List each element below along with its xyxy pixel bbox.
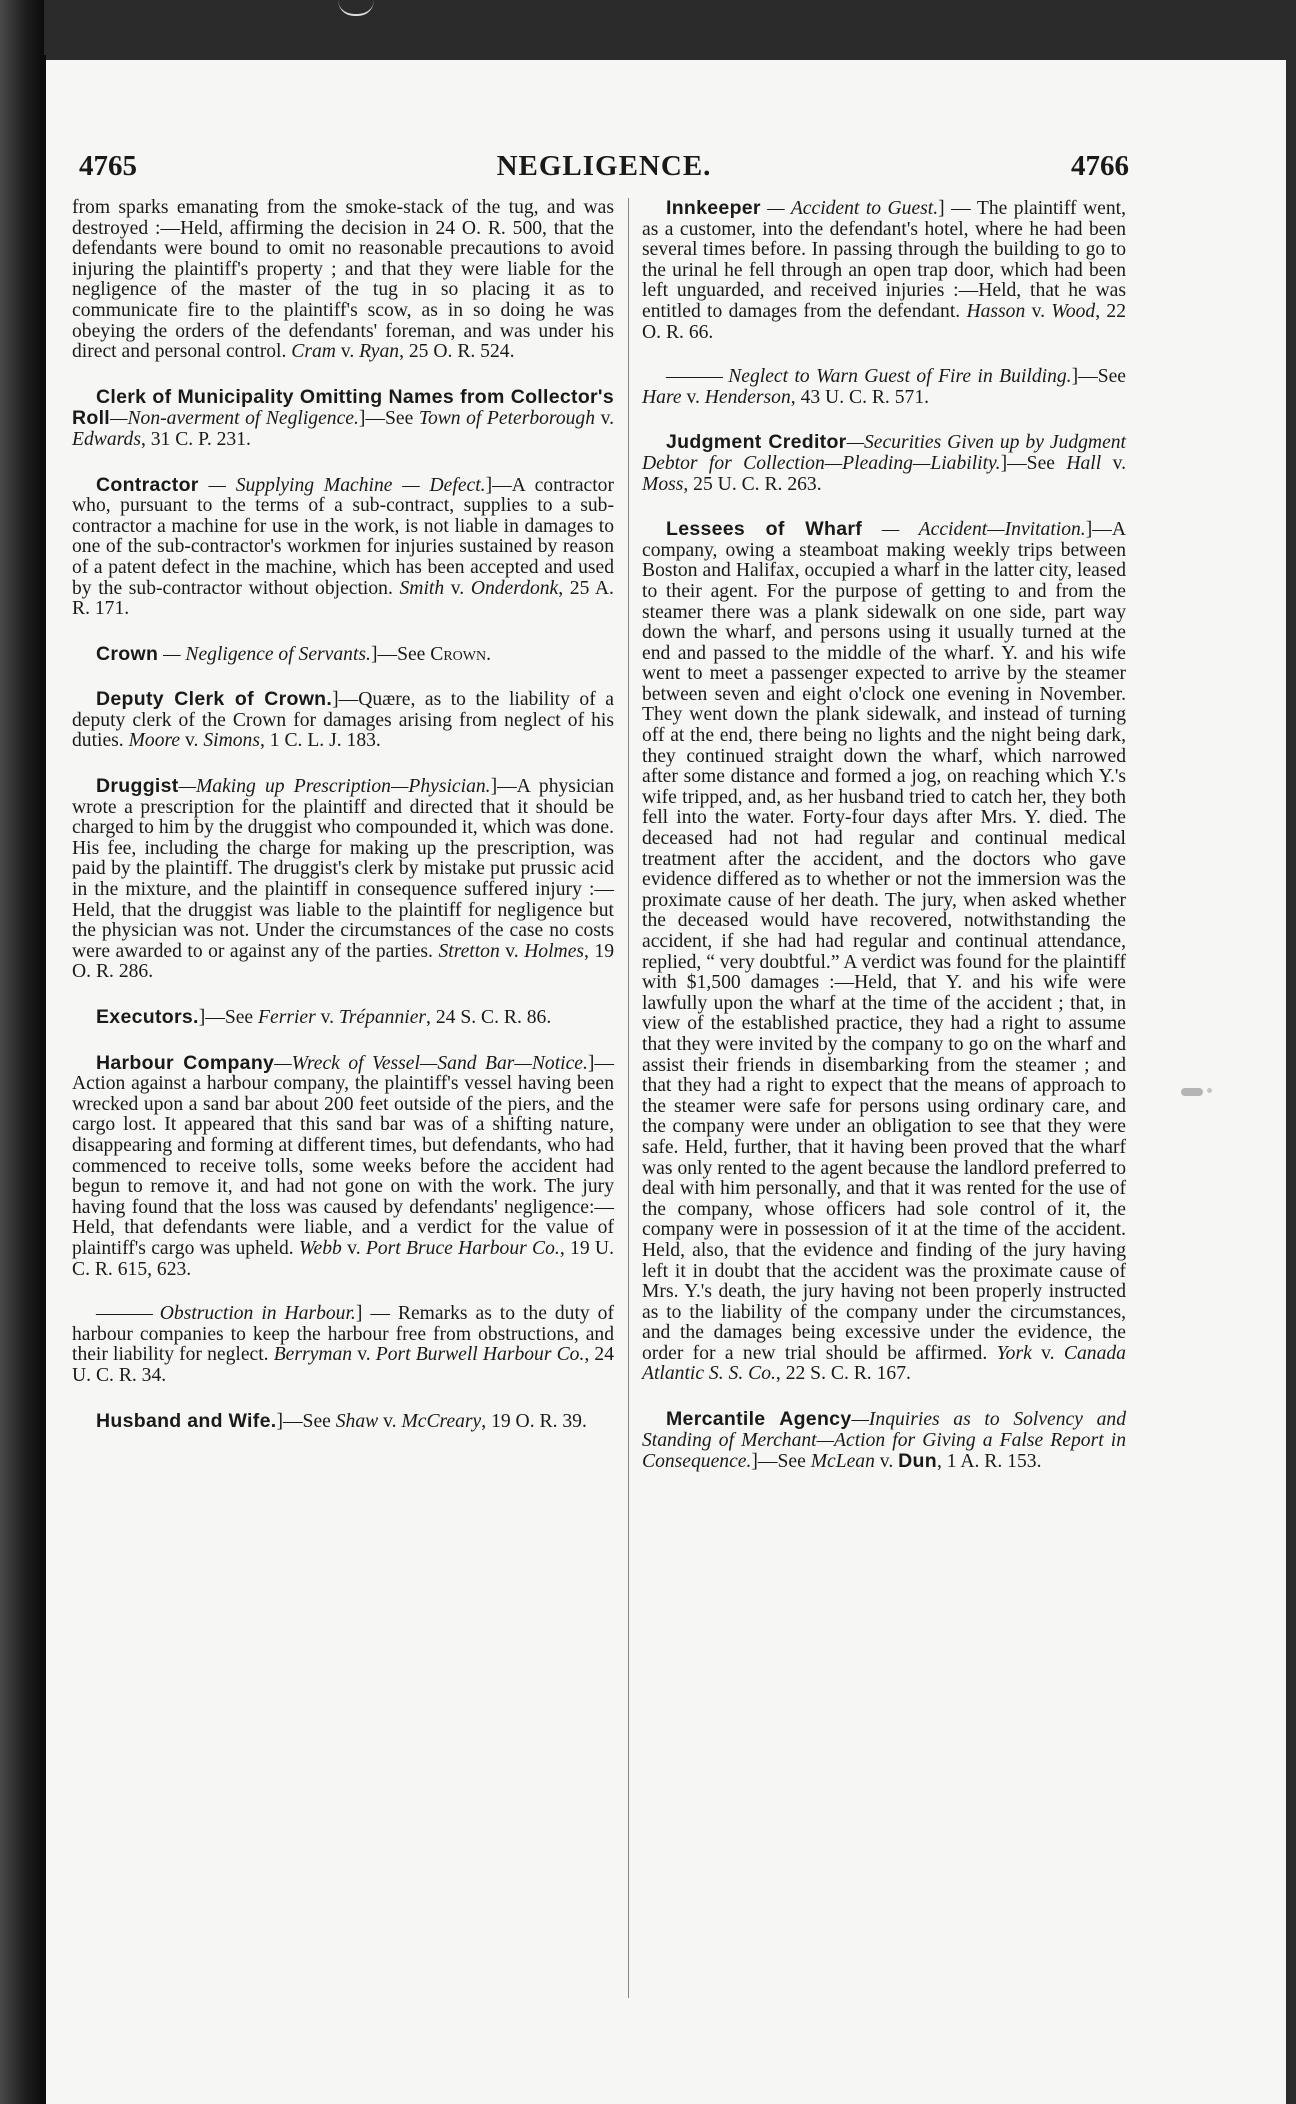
entry-headword: Innkeeper (666, 197, 761, 219)
column-rule (628, 198, 629, 1998)
digest-entry-contractor: Contractor — Supplying Machine — Defect.]—A contractor who, pursuant to the terms of a sub-contract, supplies to a sub-contractor a machine for use in the work, is not liable in damages to one of the sub-contractor's workmen for injuries sustained by reason of a patent defect in the machine, which has been accepted and used by the sub-contractor without objection. Smith v. Onderdonk, 25 A. R. 171. (72, 473, 614, 620)
entry-headword: Mercantile Agency (666, 1408, 852, 1431)
digest-entry-mercantile-agency: Mercantile Agency—Inquiries as to Solvency and Standing of Merchant—Action for Giving a False Report in Consequence.]—See McLean v. Dun, 1 A. R. 153. (642, 1408, 1126, 1473)
page-number-left: 4765 (79, 150, 137, 182)
digest-entry-husband-wife: Husband and Wife.]—See Shaw v. McCreary, 19 O. R. 39. (96, 1409, 587, 1432)
digest-entry-continued: from sparks emanating from the smoke-stack of the tug, and was destroyed :—Held, affirming the decision in 24 O. R. 500, that the defendants were bound to omit no reasonable precautions to avoid injuring the plaintiff's property ; and that they were liable for the negligence of the master of the tug in so placing it as to communicate fire to the plaintiff's scow, as in so doing he was obeying the orders of the defendants' foreman, and was under his direct and personal control. Cram v. Ryan, 25 O. R. 524. (72, 197, 614, 363)
digest-entry-executors: Executors.]—See Ferrier v. Trépannier, 24 S. C. R. 86. (96, 1006, 552, 1028)
entry-headword: Druggist (96, 775, 179, 798)
entry-headword: Lessees of Wharf (666, 518, 863, 541)
entry-headword: Judgment Creditor (666, 431, 847, 454)
digest-subentry-neglect-to-warn: ——— Neglect to Warn Guest of Fire in Building.]—See Hare v. Henderson, 43 U. C. R. 571. (642, 366, 1126, 408)
page-number-right: 4766 (1071, 150, 1129, 182)
entry-headword: Husband and Wife. (96, 1409, 277, 1432)
digest-entry-deputy-clerk: Deputy Clerk of Crown.]—Quære, as to the liability of a deputy clerk of the Crown for damages arising from neglect of his duties. Moore v. Simons, 1 C. L. J. 183. (72, 688, 614, 752)
digest-entry-innkeeper: Innkeeper — Accident to Guest.] — The plaintiff went, as a customer, into the defendant's hotel, where he had been several times before. In passing through the building to go to the urinal he fell through an open trap door, which had been left unguarded, and received injuries :—Held, that he was entitled to damages from the defendant. Hasson v. Wood, 22 O. R. 66. (642, 197, 1127, 343)
digest-subentry-obstruction: ——— Obstruction in Harbour.] — Remarks as to the duty of harbour companies to keep the harbour free from obstructions, and their liability for neglect. Berryman v. Port Burwell Harbour Co., 24 U. C. R. 34. (72, 1303, 614, 1386)
digest-entry-judgment-creditor: Judgment Creditor—Securities Given up by Judgment Debtor for Collection—Pleading—Liability.]—See Hall v. Moss, 25 U. C. R. 263. (642, 431, 1127, 495)
scan-speck (1207, 1088, 1212, 1093)
digest-entry-harbour: Harbour Company—Wreck of Vessel—Sand Bar—Notice.]—Action against a harbour company, the plaintiff's vessel having been wrecked upon a sand bar about 200 feet outside of the piers, and the cargo lost. It appeared that this sand bar was of a shifting nature, disappearing and forming at different times, but defendants, who had commenced to receive tolls, some weeks before the accident had begun to remove it, and had not gone on with the work. The jury having found that the loss was caused by defendants' negligence:—Held, that defendants were liable, and a verdict for the value of plaintiff's cargo was upheld. Webb v. Port Bruce Harbour Co., 19 U. C. R. 615, 623. (72, 1051, 614, 1280)
running-title: NEGLIGENCE. (496, 150, 712, 182)
digest-entry-lessees-of-wharf: Lessees of Wharf — Accident—Invitation.]—A company, owing a steamboat making weekly trips between Boston and Halifax, occupied a wharf in the latter city, leased to their agent. For the purpose of getting to and from the steamer there was a plank sidewalk on one side, part way down the wharf, and persons using it usually turned at the end and passed to the middle of the wharf. Y. and his wife went to meet a passenger expected to arrive by the steamer between seven and eight o'clock one evening in November. They went down the plank sidewalk, and instead of turning off at the end, there being no lights and the night being dark, they continued straight down the wharf, which narrowed after some distance and formed a jog, on reaching which Y.'s wife tripped, and, as her husband tried to catch her, they both fell into the water. Forty-four days after Mrs. Y. died. The deceased had not had regular and continual medical treatment after the accident, and the doctors who gave evidence differed as to whether or not the immersion was the proximate cause of her death. The jury, when asked whether the deceased would have recovered, notwithstanding the accident, if she had had regular and continual attendance, replied, “ very doubtful.” A verdict was found for the plaintiff with $1,500 damages :—Held, that Y. and his wife were lawfully upon the wharf at the time of the accident ; that, in view of the established practice, they had a right to assume that they were invited by the company to go on the wharf and assist their friends in disembarking from the steamer ; and that they had a right to expect that the means of approach to the steamer were safe for persons using ordinary care, and the company were under an obligation to see that they were safe. Held, further, that it having been proved that the wharf was only rented to the agent because the landlord preferred to deal with him personally, and that it was rented for the use of the company, whose officers had sole control of it, the company were in possession of it at the time of the accident. Held, also, that the evidence and finding of the jury having left it in doubt that the accident was the proximate cause of Mrs. Y.'s death, the jury having not been properly instructed as to the liability of the company under the circumstances, and the damages being excessive under the evidence, the order for a new trial should be affirmed. York v. Canada Atlantic S. S. Co., 22 S. C. R. 167. (642, 518, 1126, 1385)
digest-entry-druggist: Druggist—Making up Prescription—Physician.]—A physician wrote a prescription for the plaintiff and directed that it should be charged to him by the druggist who compounded it, which was done. His fee, including the charge for making up the prescription, was paid by the plaintiff. The druggist's clerk by mistake put prussic acid in the mixture, and the plaintiff in consequence suffered injury :—Held, that the druggist was liable to the plaintiff for negligence but the physician was not. Under the circumstances of the case no costs were awarded to or against any of the parties. Stretton v. Holmes, 19 O. R. 286. (72, 775, 614, 983)
entry-headword: Clerk of Municipality Omitting Names from Collector's Roll (72, 385, 614, 430)
entry-headword: Deputy Clerk of Crown. (96, 688, 333, 711)
entry-headword: Contractor (96, 473, 199, 496)
running-header (79, 150, 1129, 190)
entry-headword: Harbour Company (96, 1051, 275, 1074)
left-column (72, 198, 614, 1456)
entry-headword: Executors. (96, 1006, 199, 1028)
right-column (642, 198, 1126, 1497)
scan-speck (1181, 1088, 1203, 1096)
page-top-mark (338, 0, 374, 16)
scan-margin (0, 0, 44, 2104)
entry-headword: Crown (96, 642, 159, 665)
digest-entry-clerk: Clerk of Municipality Omitting Names from Collector's Roll—Non-averment of Negligence.]—See Town of Peterborough v. Edwards, 31 C. P. 231. (72, 385, 614, 450)
digest-entry-crown: Crown — Negligence of Servants.]—See Crown. (96, 642, 492, 665)
